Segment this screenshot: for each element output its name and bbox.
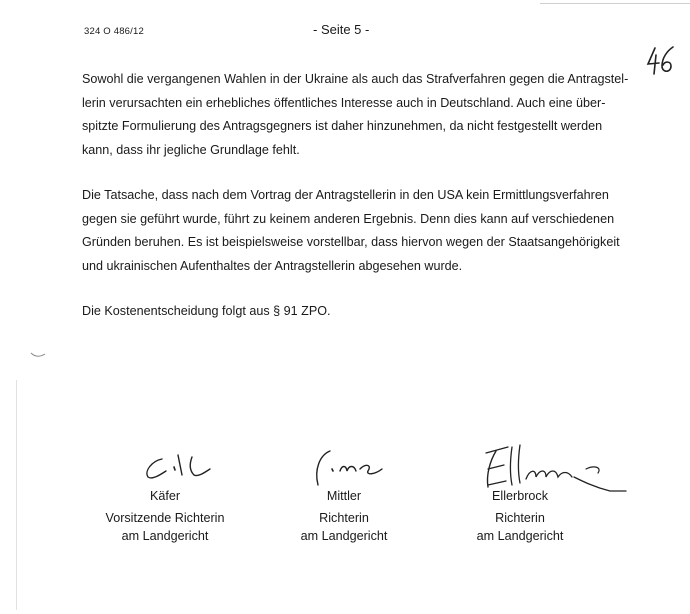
signatory-name: Käfer xyxy=(149,489,181,503)
signature-block-ellerbrock xyxy=(460,487,580,547)
text-line: Die Kostenentscheidung folgt aus § 91 ZPO. xyxy=(82,304,331,318)
paragraph xyxy=(82,300,642,324)
signatory-role: Richterin xyxy=(319,511,369,525)
signatory-name: Mittler xyxy=(326,489,362,503)
text-line: kann, dass ihr jegliche Grundlage fehlt. xyxy=(82,142,300,157)
scan-edge-line xyxy=(540,3,690,4)
page-number: - Seite 5 - xyxy=(313,22,370,37)
text-line: gegen sie geführt wurde, führt zu keinem anderen Ergebnis. Denn dies kann auf verschiedenen xyxy=(82,211,615,226)
signatory-court: am Landgericht xyxy=(300,529,388,543)
signatory-role: Richterin xyxy=(495,511,545,525)
text-line: und ukrainischen Aufenthaltes der Antragstellerin abgesehen wurde. xyxy=(82,258,463,273)
signatory-role: Vorsitzende Richterin xyxy=(105,511,225,525)
text-line: spitzte Formulierung des Antragsgegners ist daher hinzunehmen, da nicht festgestellt werden xyxy=(82,119,603,133)
signature-block-mittler xyxy=(284,487,404,547)
paragraph xyxy=(82,184,642,278)
signatory-court: am Landgericht xyxy=(121,529,209,543)
handwritten-signature xyxy=(310,447,390,489)
scan-edge-line-left xyxy=(16,380,17,610)
decision-text xyxy=(82,68,642,324)
text-line: lerin verursachten ein erhebliches öffentliches Interesse auch in Deutschland. Auch eine über- xyxy=(82,95,606,110)
case-reference: 324 O 486/12 xyxy=(84,26,144,37)
signatory-court: am Landgericht xyxy=(476,529,564,543)
signature-block-kaefer xyxy=(90,487,240,547)
handwritten-signature xyxy=(140,449,220,483)
handwritten-page-number xyxy=(645,44,677,76)
text-line: Die Tatsache, dass nach dem Vortrag der Antragstellerin in den USA kein Ermittlungsverfahren xyxy=(82,188,609,202)
text-line: Sowohl die vergangenen Wahlen in der Ukraine als auch das Strafverfahren gegen die Antragstel- xyxy=(82,72,629,86)
paragraph xyxy=(82,68,642,162)
text-line: Gründen beruhen. Es ist beispielsweise vorstellbar, dass hiervon wegen der Staatsangehörigkeit xyxy=(82,235,620,249)
signatory-name: Ellerbrock xyxy=(492,489,548,503)
margin-mark xyxy=(30,350,46,358)
